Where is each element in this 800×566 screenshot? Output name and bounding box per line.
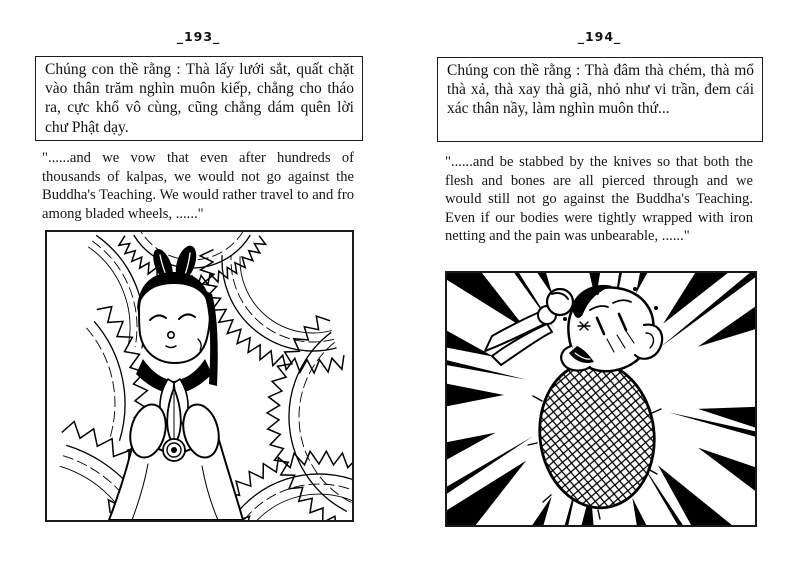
praying-monk-figure (109, 243, 243, 520)
bladed-wheels-illustration (47, 232, 352, 520)
book-page-right (400, 0, 800, 566)
vietnamese-vow-box: Chúng con thề rằng : Thà đâm thà chém, thà mổ thà xả, thà xay thà giã, nhỏ như vi trần, đem cái xác thân nầy, làm nghìn muôn thứ... (437, 57, 763, 142)
page-number: _193_ (176, 29, 221, 44)
comic-panel-iron-net (445, 271, 757, 527)
iron-net-illustration (447, 273, 755, 525)
vietnamese-vow-box: Chúng con thề rằng : Thà lấy lưới sắt, quất chặt vào thân trăm nghìn muôn kiếp, chẳng cho tháo ra, cực khổ vô cùng, cũng chẳng dám quên lời chư Phật dạy. (35, 56, 363, 141)
comic-panel-bladed-wheels (45, 230, 354, 522)
english-translation: "......and be stabbed by the knives so that both the flesh and bones are all pierced through and we would still not go against the Buddha's Teaching. Even if our bodies were tightly wrapped with iron netting and the pain was unbearable, ......" (445, 154, 753, 245)
page-number: _194_ (577, 29, 622, 44)
english-translation: "......and we vow that even after hundreds of thousands of kalpas, we would not go against the Buddha's Teaching. We would rather travel to and fro among bladed wheels, ......" (42, 150, 354, 222)
